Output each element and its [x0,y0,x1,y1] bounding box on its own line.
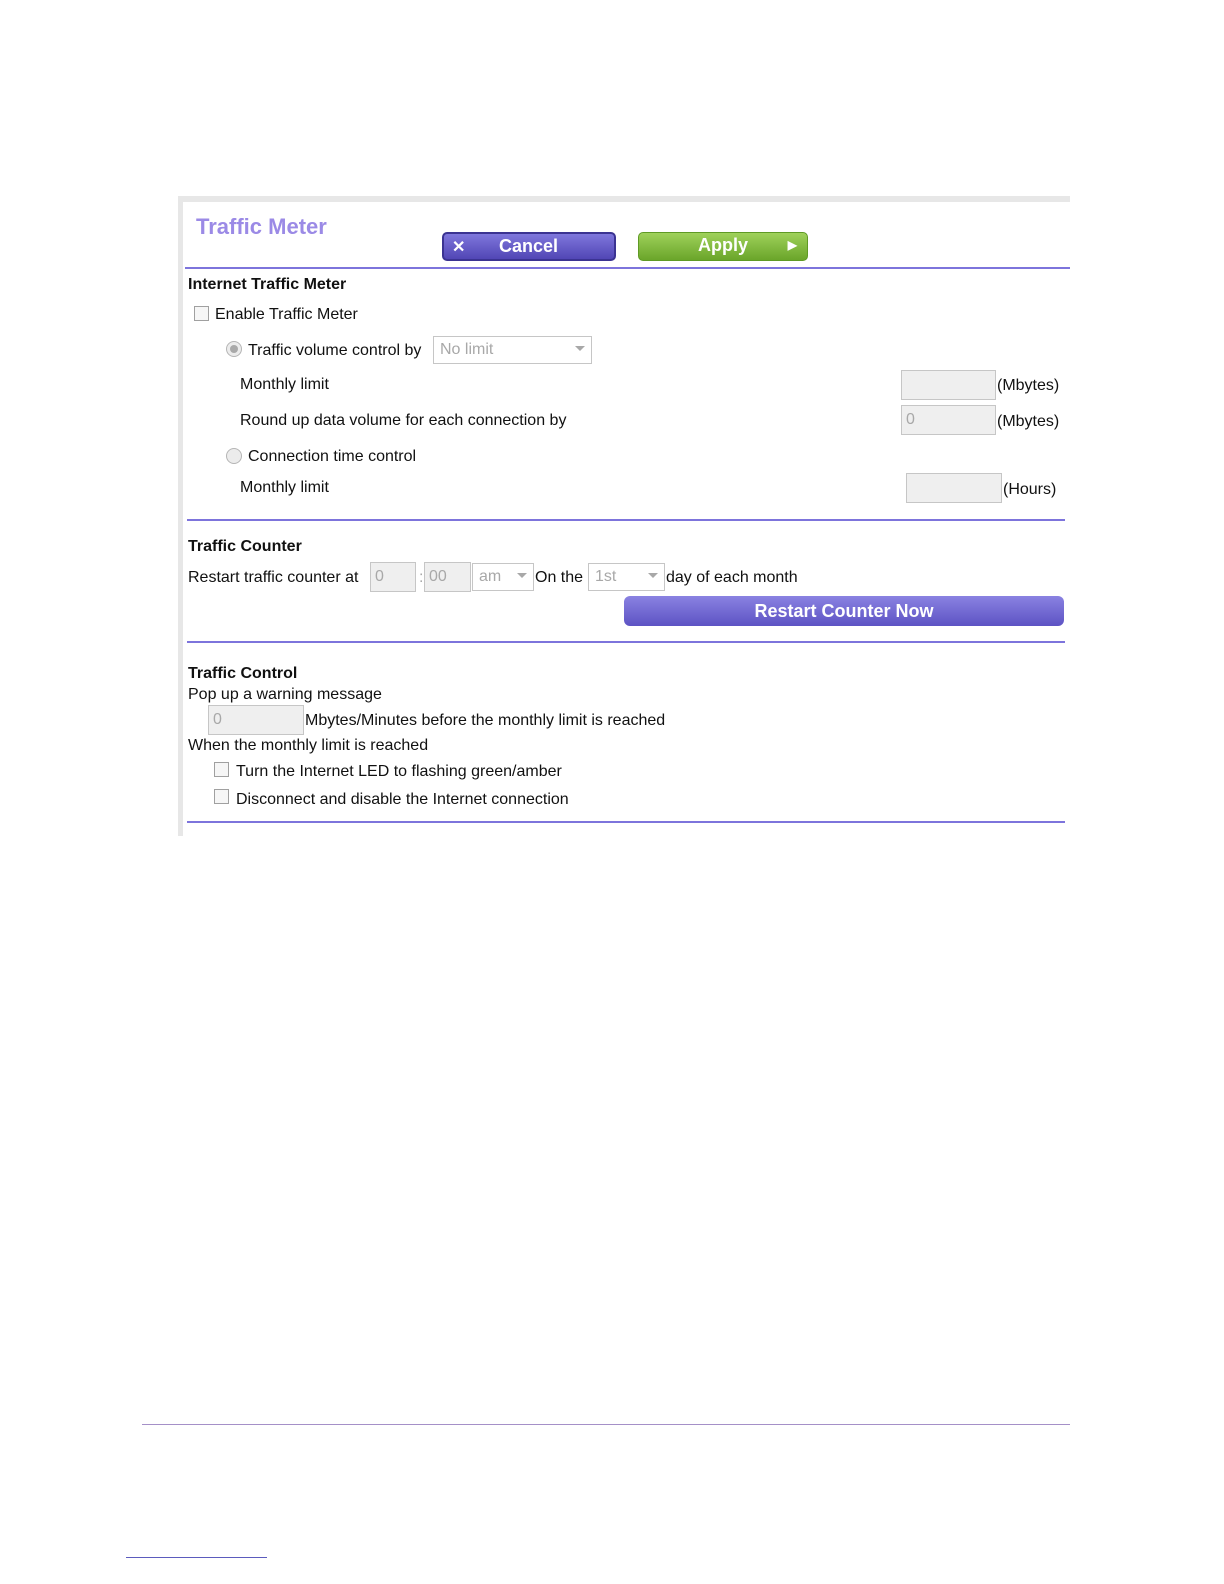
header-divider [185,267,1070,269]
monthly-limit-label: Monthly limit [240,376,329,393]
play-arrow-icon: ▶ [787,238,797,252]
flash-led-label: Turn the Internet LED to flashing green/amber [236,763,562,780]
internet-traffic-meter-title: Internet Traffic Meter [188,276,347,293]
traffic-volume-control-select[interactable] [433,336,592,364]
traffic-control-title: Traffic Control [188,665,298,682]
disconnect-internet-checkbox[interactable] [214,789,229,804]
time-monthly-limit-label: Monthly limit [240,479,329,496]
page-footer-divider [142,1424,1070,1425]
chevron-down-icon [517,573,527,578]
restart-counter-label: Restart traffic counter at [188,569,359,586]
page-title: Traffic Meter [196,214,327,239]
footer-link-underline [126,1557,267,1558]
time-colon: : [419,569,424,586]
traffic-control-divider [187,821,1065,823]
frame-left-border [178,196,183,836]
popup-warning-label: Pop up a warning message [188,686,382,703]
day-of-month-label: day of each month [666,569,798,586]
restart-ampm-value: am [479,568,502,585]
restart-day-select[interactable] [588,563,665,591]
chevron-down-icon [575,346,585,351]
when-limit-reached-label: When the monthly limit is reached [188,737,429,754]
internet-traffic-meter-divider [187,519,1065,521]
traffic-meter-screenshot [178,196,1070,836]
restart-day-value: 1st [595,568,617,585]
restart-counter-now-button[interactable]: Restart Counter Now [624,596,1064,626]
connection-time-control-radio[interactable] [226,448,242,464]
monthly-limit-input[interactable] [901,370,996,400]
traffic-volume-control-radio[interactable] [226,341,242,357]
traffic-volume-control-label: Traffic volume control by [248,342,422,359]
time-monthly-limit-unit: (Hours) [1003,481,1057,498]
time-monthly-limit-input[interactable] [906,473,1002,503]
traffic-counter-divider [187,641,1065,643]
round-up-label: Round up data volume for each connection by [240,412,567,429]
enable-traffic-meter-checkbox[interactable] [194,306,209,321]
chevron-down-icon [648,573,658,578]
flash-led-checkbox[interactable] [214,762,229,777]
apply-button[interactable] [638,232,808,261]
on-the-label: On the [535,569,584,586]
disconnect-internet-label: Disconnect and disable the Internet connection [236,791,569,808]
cancel-button-label: Cancel [499,236,559,256]
restart-minute-input[interactable]: 00 [424,562,471,592]
traffic-volume-control-value: No limit [440,341,494,358]
close-icon: ✕ [452,239,466,256]
connection-time-control-label: Connection time control [248,448,417,465]
round-up-input[interactable]: 0 [901,405,996,435]
cancel-button[interactable] [442,232,616,261]
apply-button-label: Apply [698,235,749,255]
monthly-limit-unit: (Mbytes) [997,377,1060,394]
round-up-unit: (Mbytes) [997,413,1060,430]
warning-threshold-input[interactable]: 0 [208,705,304,735]
warning-threshold-suffix: Mbytes/Minutes before the monthly limit is reached [305,712,666,729]
frame-top-border [178,196,1070,202]
traffic-counter-title: Traffic Counter [188,538,302,555]
restart-ampm-select[interactable] [472,563,534,591]
enable-traffic-meter-label: Enable Traffic Meter [215,306,358,323]
restart-hour-input[interactable]: 0 [370,562,416,592]
